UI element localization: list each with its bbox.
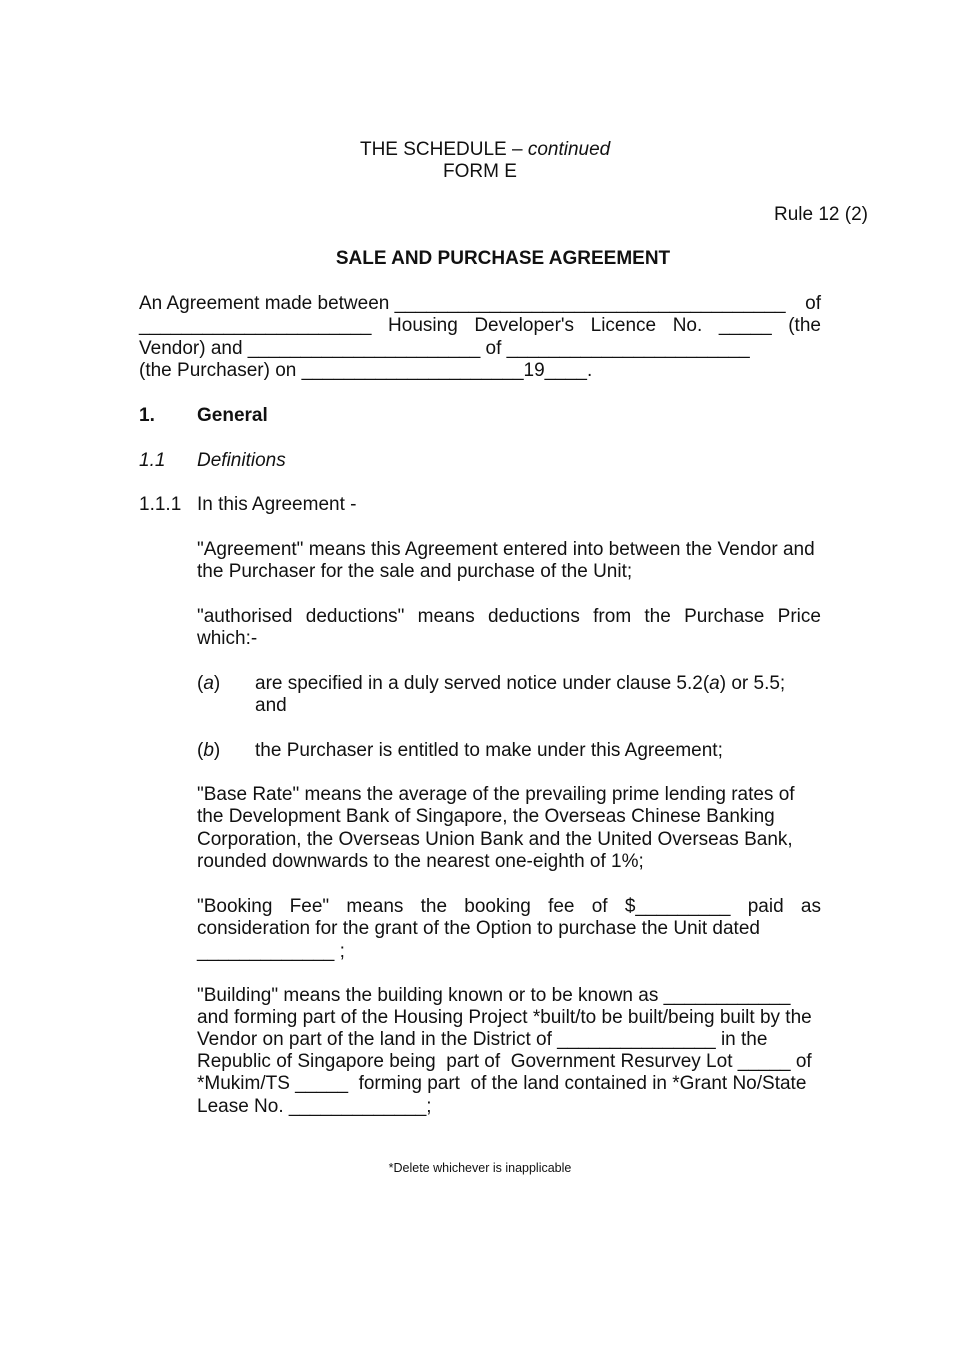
intro-line-4: (the Purchaser) on _____________________19____.	[139, 360, 593, 381]
definition-building-line-4: Republic of Singapore being part of Government Resurvey Lot _____ of	[197, 1051, 812, 1072]
subsection-title: Definitions	[197, 450, 286, 471]
definition-base-rate-line-3: Corporation, the Overseas Union Bank and the United Overseas Bank,	[197, 829, 793, 850]
footnote: *Delete whichever is inapplicable	[388, 1161, 572, 1175]
definition-base-rate-line-2: the Development Bank of Singapore, the Overseas Chinese Banking	[197, 806, 775, 827]
definition-authorised-line-2: which:-	[197, 628, 258, 649]
subsection-number: 1.1	[139, 450, 166, 471]
item-a-line-2: and	[255, 695, 287, 716]
intro-line-3: Vendor) and ______________________ of _______________________	[139, 338, 750, 359]
definition-agreement-line-2: the Purchaser for the sale and purchase of the Unit;	[197, 561, 633, 582]
definition-building-line-1: "Building" means the building known or to be known as ____________	[197, 985, 791, 1006]
definition-base-rate-line-4: rounded downwards to the nearest one-eighth of 1%;	[197, 851, 644, 872]
item-b-label: (b)	[197, 740, 221, 761]
definition-booking-line-1: "Booking Fee" means the booking fee of $_________ paid as	[197, 896, 821, 917]
definition-building-line-2: and forming part of the Housing Project *built/to be built/being built by the	[197, 1007, 812, 1028]
rule-reference: Rule 12 (2)	[774, 204, 868, 225]
definition-building-line-3: Vendor on part of the land in the District of _______________ in the	[197, 1029, 768, 1050]
schedule-heading: THE SCHEDULE – continued	[359, 139, 611, 160]
clause-number: 1.1.1	[139, 494, 182, 515]
section-title: General	[197, 405, 268, 426]
intro-line-1: An Agreement made between _____________________________________ of	[139, 293, 821, 314]
definition-base-rate-line-1: "Base Rate" means the average of the prevailing prime lending rates of	[197, 784, 795, 805]
definition-agreement-line-1: "Agreement" means this Agreement entered into between the Vendor and	[197, 539, 815, 560]
section-number: 1.	[139, 405, 155, 426]
definition-authorised-line-1: "authorised deductions" means deductions from the Purchase Price	[197, 606, 821, 627]
item-b-text: the Purchaser is entitled to make under this Agreement;	[255, 740, 723, 761]
definition-booking-line-3: _____________ ;	[197, 941, 345, 962]
item-a-label: (a)	[197, 673, 221, 694]
definition-building-line-5: *Mukim/TS _____ forming part of the land contained in *Grant No/State	[197, 1073, 807, 1094]
definition-building-line-6: Lease No. _____________;	[197, 1096, 432, 1117]
form-label: FORM E	[443, 161, 517, 182]
document-title: SALE AND PURCHASE AGREEMENT	[335, 248, 671, 269]
clause-text: In this Agreement -	[197, 494, 357, 515]
item-a-text: are specified in a duly served notice under clause 5.2(a) or 5.5;	[255, 673, 786, 694]
item-a-line-1	[255, 673, 821, 695]
definition-booking-line-2: consideration for the grant of the Option to purchase the Unit dated	[197, 918, 760, 939]
intro-line-2: ______________________ Housing Developer's Licence No. _____ (the	[139, 315, 821, 336]
